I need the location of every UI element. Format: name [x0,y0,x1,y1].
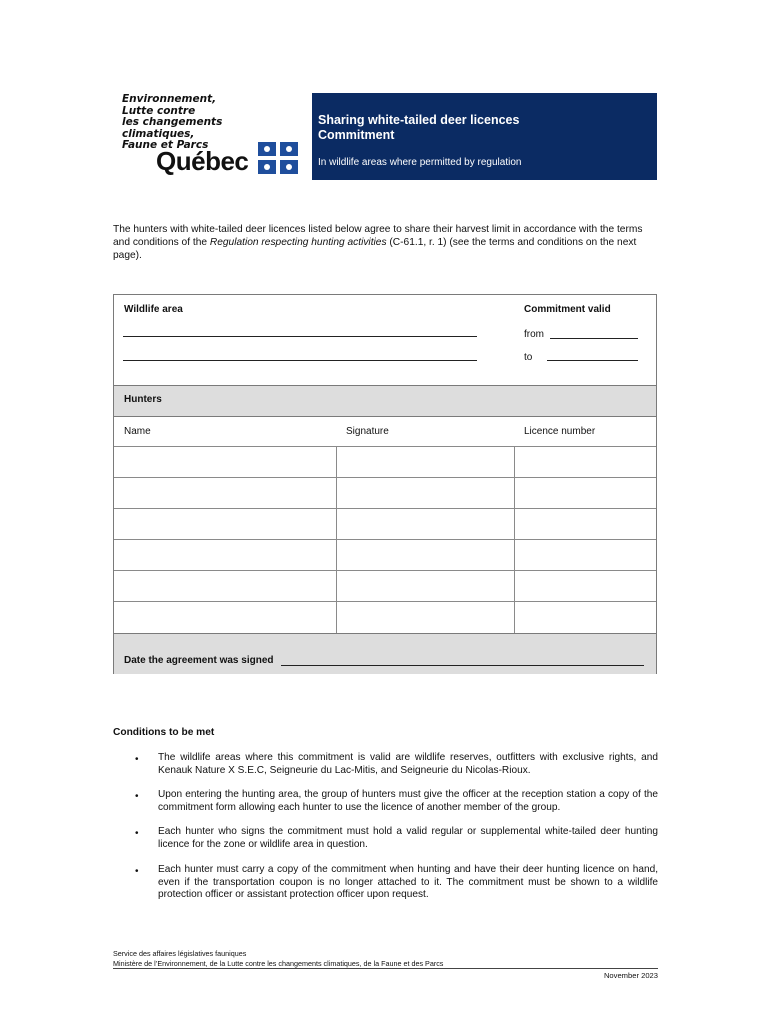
grid-row-line [114,477,656,478]
intro-part-2: (C-61.1, r. 1) (see the terms and conditions on the next page). [113,237,637,261]
hunter-signature-cell[interactable] [338,448,513,476]
date-signed-label: Date the agreement was signed [124,655,274,666]
to-label: to [524,352,533,363]
condition-item: Each hunter who signs the commitment must hold a valid regular or supplemental white-tailed deer hunting licence for the zone or wildlife area in question. [158,826,658,850]
quebec-flag-icon [258,142,298,174]
grid-row-line [114,539,656,540]
logo-line: Lutte contre [122,104,196,117]
logo-line: climatiques, [122,127,195,140]
intro-paragraph [113,223,658,262]
footer-text [113,949,443,968]
wildlife-area-field-1[interactable] [123,336,477,337]
condition-item: Upon entering the hunting area, the group of hunters must give the officer at the reception station a copy of the commitment form allowing each hunter to use the licence of another member of the group. [158,789,658,813]
hunters-header-band [114,385,656,417]
hunter-name-cell[interactable] [116,448,334,476]
grid-row-line [114,446,656,447]
column-header-name: Name [124,426,151,437]
grid-column-line [514,446,515,633]
document-title [318,113,519,143]
column-header-licence-number: Licence number [524,426,596,437]
logo-line: Faune et Parcs [122,139,209,152]
date-signed-field[interactable] [281,665,644,666]
wildlife-area-label: Wildlife area [124,304,183,315]
title-line-1: Sharing white-tailed deer licences [318,113,520,127]
logo-line: Environnement, [122,93,217,105]
bullet: • [135,828,139,839]
footer-date: November 2023 [603,971,658,980]
ministry-logo-text [122,94,232,152]
to-date-field[interactable] [547,360,638,361]
column-header-signature: Signature [346,426,389,437]
logo-line: les changements [122,116,223,129]
bullet: • [135,754,139,765]
from-label: from [524,329,544,340]
title-line-2: Commitment [318,128,395,142]
grid-row-line [114,570,656,571]
hunters-label: Hunters [124,394,162,405]
commitment-form [113,294,657,674]
document-subtitle: In wildlife areas where permitted by regulation [318,157,522,168]
conditions-title: Conditions to be met [113,727,215,738]
footer-service: Service des affaires législatives fauniques [113,949,247,958]
footer-divider [113,968,658,969]
grid-column-line [336,446,337,633]
title-banner [312,93,657,180]
intro-part-1: The hunters with white-tailed deer licences listed below agree to share their harvest limit in accordance with the terms and conditions of the [113,224,643,248]
grid-row-line [114,601,656,602]
quebec-wordmark: Québec [156,146,249,176]
bullet: • [135,791,139,802]
commitment-valid-label: Commitment valid [524,304,611,315]
from-date-field[interactable] [550,338,638,339]
bullet: • [135,866,139,877]
date-signed-band [114,633,656,674]
condition-item: The wildlife areas where this commitment is valid are wildlife reserves, outfitters with exclusive rights, and Kenauk Nature X S.E.C, Seigneurie du Lac-Mitis, and Seigneurie du Nicolas-Rioux. [158,752,658,776]
footer-ministry: Ministère de l’Environnement, de la Lutte contre les changements climatiques, de la Faune et des Parcs [113,958,444,968]
condition-item: Each hunter must carry a copy of the commitment when hunting and have their deer hunting licence on hand, even if the transportation coupon is no longer attached to it. The commitment must be shown to a wildlife protection officer or assistant protection officer upon request. [158,864,658,900]
wildlife-area-field-2[interactable] [123,360,477,361]
regulation-title: Regulation respecting hunting activities [209,237,387,248]
grid-row-line [114,508,656,509]
hunter-licence-cell[interactable] [516,448,654,476]
